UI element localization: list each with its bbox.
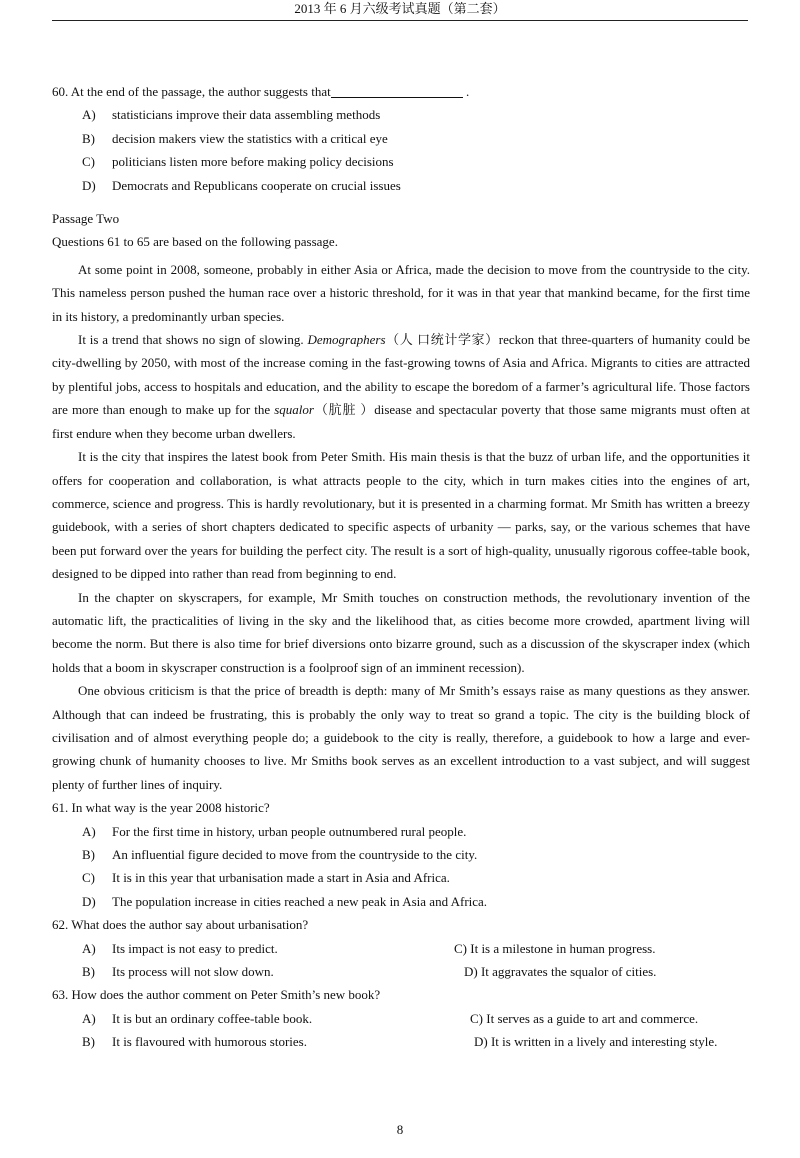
option-text: decision makers view the statistics with a critical eye — [112, 130, 388, 146]
question-61-stem: 61. In what way is the year 2008 historic? — [52, 800, 270, 816]
passage-paragraph-3: It is the city that inspires the latest book from Peter Smith. His main thesis is that the buzz of urban life, and the opportunities it offers for cooperation and collaboration, is what attracts people to the city, which in turn makes cities into the engines of art, commerce, science and progress. This is hardly revolutionary, but it is presented in a charming format. Mr Smith has written a breezy guidebook, with a series of short chapters dedicated to specific aspects of urbanity — parks, say, or the various schemes that have been put forward over the years for building the perfect city. The result is a sort of high-quality, unusually rigorous coffee-table book, designed to be dipped into rather than read from beginning to end. — [52, 449, 750, 582]
chinese-gloss: （人 口统计学家） — [385, 332, 499, 348]
paragraph-text: reckon that three-quarters of humanity could be city-dwelling by 2050, with most of the increase coming in the fast-growing towns of Asia and Africa. Migrants to cities are attracted by plentiful jobs, access to hospitals and education, and the ability to escape the boredom of a farmer’s agricultural life. Those factors are more than enough to make up for the — [52, 332, 750, 418]
option-63-b — [82, 1030, 470, 1053]
option-text: The population increase in cities reached a new peak in Asia and Africa. — [112, 893, 488, 909]
option-letter: C) — [82, 154, 95, 170]
option-letter: C) — [82, 870, 95, 886]
option-text: Democrats and Republicans cooperate on crucial issues — [112, 177, 401, 193]
option-61-b — [82, 843, 750, 866]
question-60-stem-text: 60. At the end of the passage, the author suggests that — [52, 84, 331, 99]
chinese-gloss: （肮脏 ） — [313, 402, 375, 418]
passage-two — [52, 207, 750, 796]
option-63-d: D) It is written in a lively and interesting style. — [474, 1034, 718, 1050]
option-60-d — [82, 174, 750, 197]
italic-term: squalor — [274, 402, 314, 418]
option-62-c: C) It is a milestone in human progress. — [454, 940, 656, 956]
passage-title: Passage Two — [52, 211, 120, 227]
question-60 — [52, 80, 750, 197]
option-letter: D) — [82, 177, 96, 193]
option-63-c: C) It serves as a guide to art and commerce. — [470, 1010, 699, 1026]
page-number: 8 — [396, 1122, 404, 1137]
option-text: politicians listen more before making policy decisions — [112, 154, 394, 170]
passage-paragraph-2 — [52, 328, 750, 445]
option-62-a — [82, 937, 454, 960]
question-60-stem-end: . — [462, 84, 470, 99]
option-letter: B) — [82, 847, 95, 862]
option-letter: A) — [82, 940, 96, 956]
question-62-stem: 62. What does the author say about urbanisation? — [52, 917, 309, 933]
option-letter: A) — [82, 823, 96, 839]
option-63-a — [82, 1007, 470, 1030]
option-letter: A) — [82, 1010, 96, 1026]
option-60-c — [82, 150, 750, 173]
question-61 — [52, 796, 750, 913]
passage-paragraph-4: In the chapter on skyscrapers, for example, Mr Smith touches on construction methods, the revolutionary invention of the automatic lift, the practicalities of living in the sky and the likelihood that, as cities become more crowded, apartment living will become the norm. But there is also time for brief diversions onto bizarre ground, such as a discussion of the skyscraper index (which holds that a boom in skyscraper construction is a foolproof sign of an imminent recession). — [52, 589, 750, 675]
passage-paragraph-5: One obvious criticism is that the price of breadth is depth: many of Mr Smith’s essays raise as many questions as they answer. Although that can indeed be frustrating, this is probably the only way to treat so grand a topic. The city is the building block of civilisation and of almost everything people do; a guidebook to the city is really, therefore, a guidebook to how a large and ever-growing chunk of humanity chooses to live. Mr Smiths book serves as an excellent introduction to a vast subject, and will suggest plenty of further lines of inquiry. — [52, 683, 750, 792]
italic-term: Demographers — [307, 332, 386, 348]
options-row — [82, 1007, 750, 1030]
option-text: It is but an ordinary coffee-table book. — [112, 1010, 313, 1026]
paragraph-text: disease and spectacular poverty that those same migrants must often at first endure when they become urban dwellers. — [52, 402, 750, 441]
options-row — [82, 1030, 750, 1053]
option-60-a — [82, 103, 750, 126]
option-61-c — [82, 866, 750, 889]
question-60-stem — [52, 80, 750, 103]
option-61-a — [82, 820, 750, 843]
option-letter: D) — [82, 893, 96, 909]
question-63-stem: 63. How does the author comment on Peter Smith’s new book? — [52, 987, 381, 1003]
option-text: An influential figure decided to move from the countryside to the city. — [112, 847, 478, 862]
option-text: It is in this year that urbanisation made a start in Asia and Africa. — [112, 870, 450, 886]
option-text: Its process will not slow down. — [112, 964, 274, 980]
option-letter: B) — [82, 1034, 95, 1050]
option-letter: A) — [82, 107, 96, 123]
option-letter: B) — [82, 130, 95, 146]
option-text: It is flavoured with humorous stories. — [112, 1034, 307, 1050]
option-60-b — [82, 127, 750, 150]
page-header — [52, 0, 748, 21]
question-62 — [52, 913, 750, 983]
header-title: 2013 年 6 月六级考试真题（第二套） — [294, 1, 506, 16]
answer-blank — [331, 83, 463, 98]
passage-instruction: Questions 61 to 65 are based on the following passage. — [52, 234, 338, 250]
options-row — [82, 937, 750, 960]
passage-paragraph-1: At some point in 2008, someone, probably in either Asia or Africa, made the decision to move from the countryside to the city. This nameless person pushed the human race over a historic threshold, for it was in that year that mankind became, for the first time in its history, a predominantly urban species. — [52, 261, 750, 324]
option-62-d: D) It aggravates the squalor of cities. — [464, 964, 657, 980]
option-text: statisticians improve their data assembling methods — [112, 107, 381, 123]
page-content — [52, 80, 750, 1054]
question-63 — [52, 983, 750, 1053]
option-62-b — [82, 960, 454, 983]
options-row — [82, 960, 750, 983]
option-text: For the first time in history, urban people outnumbered rural people. — [112, 823, 467, 839]
option-text: Its impact is not easy to predict. — [112, 940, 278, 956]
option-letter: B) — [82, 964, 95, 980]
paragraph-text: It is a trend that shows no sign of slowing. — [78, 332, 308, 348]
option-61-d — [82, 890, 750, 913]
